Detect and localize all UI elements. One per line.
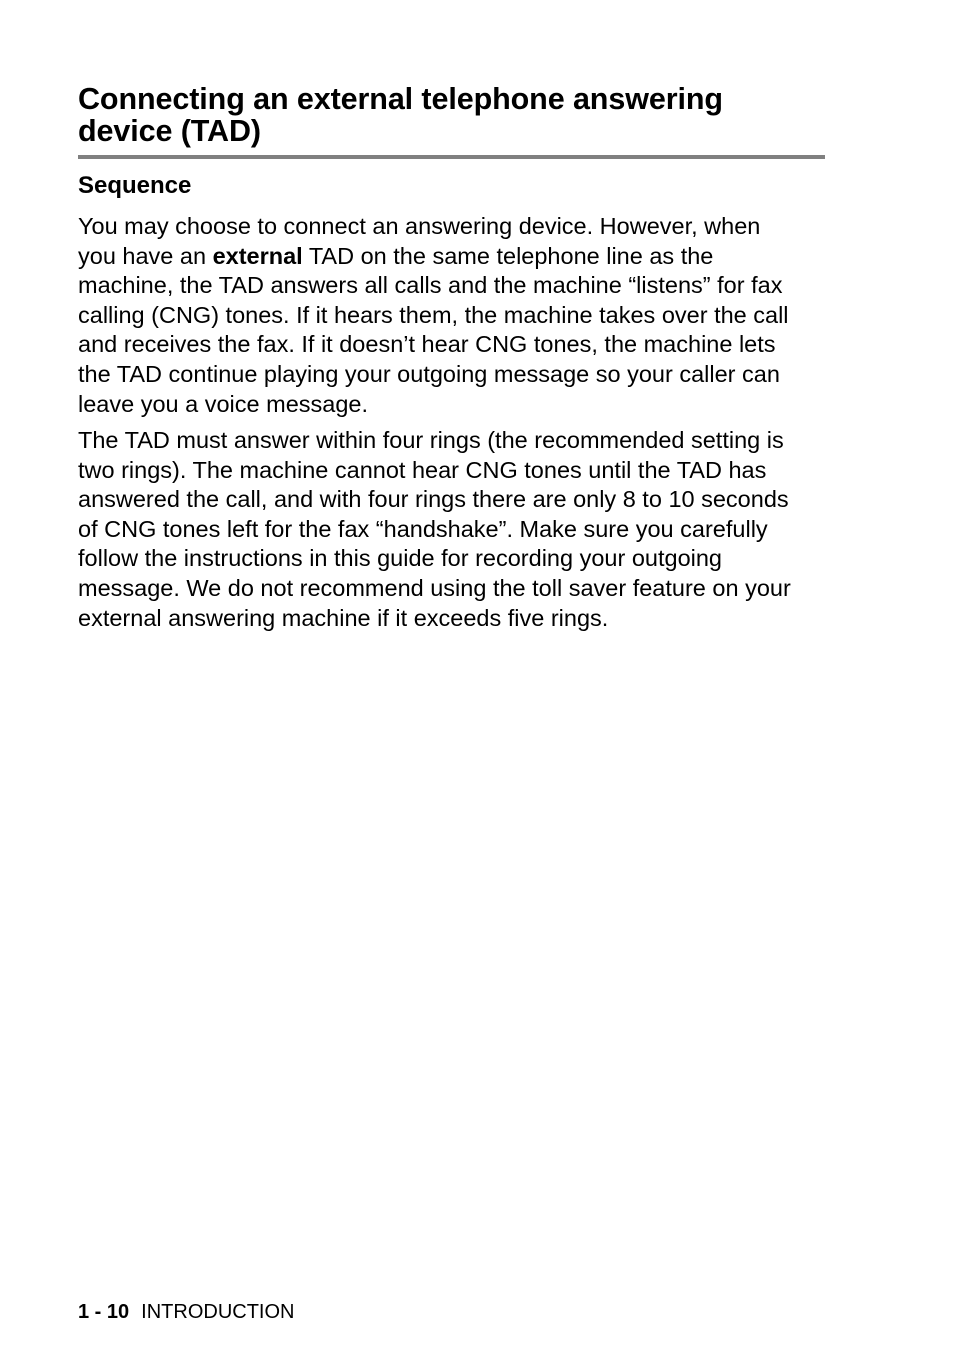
text-line: You may choose to connect an answering device. However, when xyxy=(78,213,761,239)
text-line: of CNG tones left for the fax “handshake”. Make sure you carefully xyxy=(78,515,768,542)
footer-chapter: INTRODUCTION xyxy=(141,1301,295,1323)
text-line: and receives the fax. If it doesn’t hear CNG tones, the machine lets xyxy=(78,331,776,358)
footer-page-number: 1 - 10 xyxy=(78,1301,130,1323)
text-line: message. We do not recommend using the toll saver feature on your xyxy=(78,574,791,601)
text-line xyxy=(78,242,838,272)
page-footer xyxy=(78,1300,294,1324)
title-divider xyxy=(78,155,825,159)
text-line: The TAD must answer within four rings (the recommended setting is xyxy=(78,427,784,453)
text-line: follow the instructions in this guide for recording your outgoing xyxy=(78,545,723,572)
text-line: the TAD continue playing your outgoing message so your caller can xyxy=(78,360,780,387)
page-title xyxy=(78,83,838,147)
paragraph-sequence-intro xyxy=(78,212,838,419)
text-line: two rings). The machine cannot hear CNG tones until the TAD has xyxy=(78,456,767,483)
text-line: external answering machine if it exceeds five rings. xyxy=(78,604,609,631)
text-line: answered the call, and with four rings there are only 8 to 10 seconds xyxy=(78,486,789,513)
paragraph-tad-rings xyxy=(78,426,838,633)
text-run: you have an xyxy=(78,242,213,269)
page-title-line: device (TAD) xyxy=(78,114,261,148)
emphasis-external: external xyxy=(212,242,303,269)
text-line: calling (CNG) tones. If it hears them, the machine takes over the call xyxy=(78,301,789,328)
text-run: TAD on the same telephone line as the xyxy=(302,242,714,269)
page-title-line: Connecting an external telephone answering xyxy=(78,82,723,116)
text-line: machine, the TAD answers all calls and the machine “listens” for fax xyxy=(78,272,783,299)
text-line: leave you a voice message. xyxy=(78,390,368,417)
section-heading: Sequence xyxy=(78,172,192,199)
